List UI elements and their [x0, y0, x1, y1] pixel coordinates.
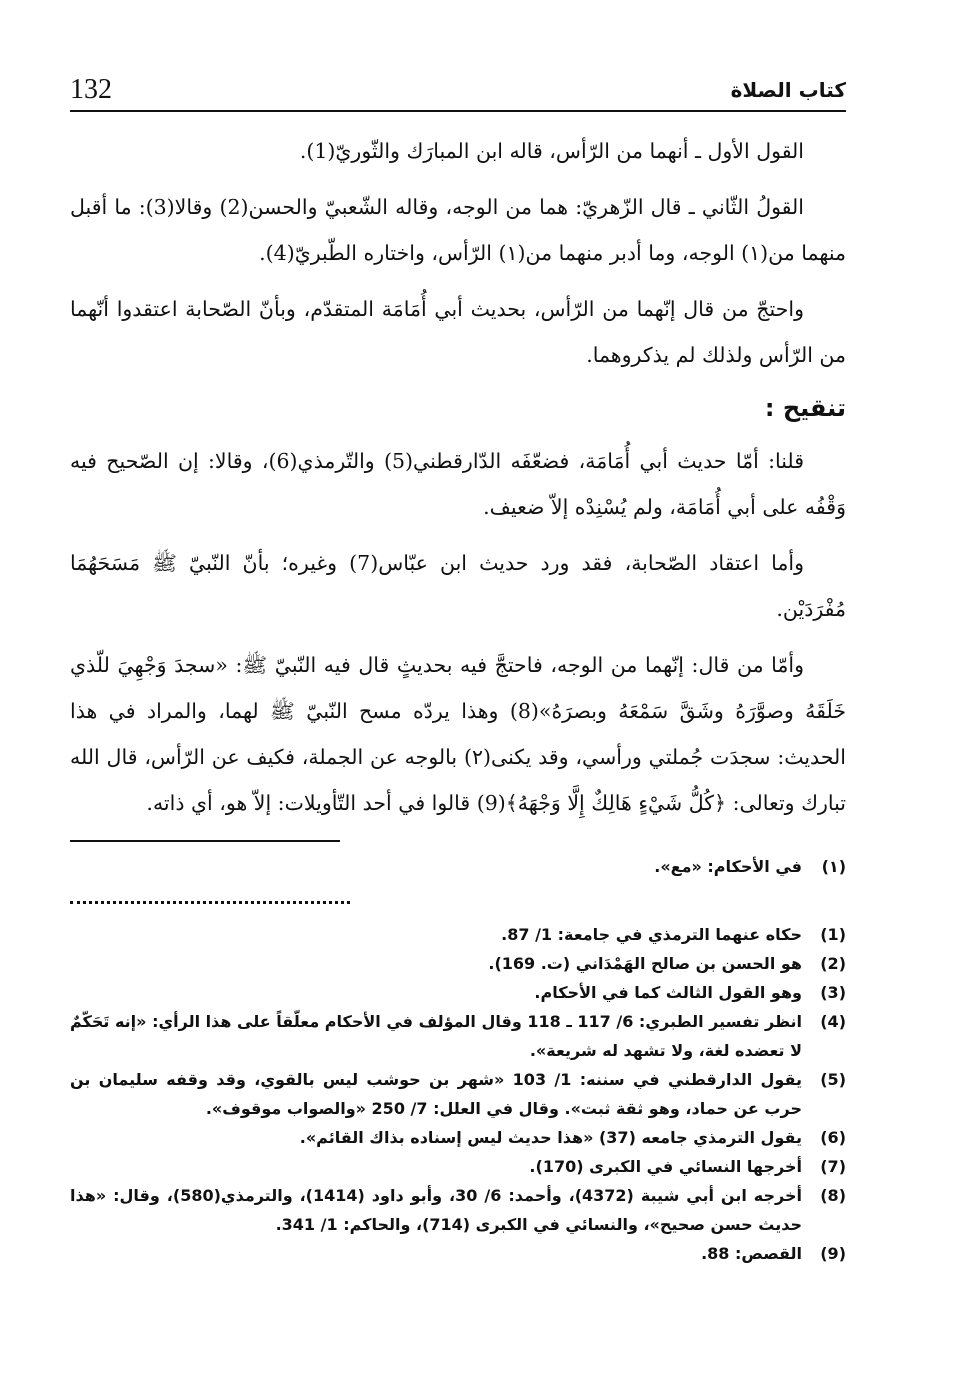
paragraph-response: قلنا: أمّا حديث أبي أُمَامَة، فضعّفَه الدّارقطني(5) والتّرمذي(6)، وقالا: إن الصّحيح فيه وَقْفُه على أبي أُمَامَة، ولم يُسْنِدْه إلاّ ضعيف. — [70, 449, 846, 519]
paragraph-companions: وأما اعتقاد الصّحابة، فقد ورد حديث ابن عبّاس(7) وغيره؛ بأنّ النّبيّ ﷺ مَسَحَهُمَا مُفْرَدَيْن. — [70, 551, 846, 621]
book-page — [70, 70, 846, 1268]
page-number: 132 — [70, 74, 112, 105]
footnote-item — [70, 1007, 846, 1065]
main-text — [70, 128, 846, 826]
footnote-text: في الأحكام: «مع». — [654, 857, 802, 876]
footnote-text: انظر تفسير الطبري: 6/ 117 ـ 118 وقال المؤلف في الأحكام معلّقاً على هذا الرأي: «إنه تَحَكّمٌ لا تعضده لغة، ولا تشهد له شريعة». — [70, 1012, 803, 1060]
author-notes — [70, 920, 846, 1268]
footnote-text: يقول الدارقطني في سننه: 1/ 103 «شهر بن حوشب ليس بالقوي، وقد وقفه سليمان بن حرب عن حماد، وهو ثقة ثبت». وقال في العلل: 7/ 250 «والصواب موقوف». — [70, 1070, 802, 1118]
dotted-separator — [70, 901, 350, 904]
footnote-text: أخرجه ابن أبي شيبة (4372)، وأحمد: 6/ 30، وأبو داود (1414)، والترمذي(580)، وقال: «هذا حديث حسن صحيح»، والنسائي في الكبرى (714)، والحاكم: 1/ 341. — [70, 1186, 802, 1234]
footnote-text: حكاه عنهما الترمذي في جامعة: 1/ 87. — [501, 925, 802, 944]
footnote-text: أخرجها النسائي في الكبرى (170). — [529, 1157, 802, 1176]
footnote-number: (9) — [820, 1244, 846, 1263]
footnote-number: (8) — [820, 1186, 846, 1205]
page-header — [70, 70, 846, 112]
footnote-item — [70, 949, 846, 978]
footnote-item — [70, 1065, 846, 1123]
footnote-number: (5) — [820, 1070, 846, 1089]
footnote-item — [70, 1181, 846, 1239]
footnote-number: (1) — [820, 925, 846, 944]
footnote-number: (3) — [820, 983, 846, 1002]
editor-notes — [70, 852, 846, 881]
paragraph-second-opinion: القولُ الثّاني ـ قال الزّهريّ: هما من الوجه، وقاله الشّعبيّ والحسن(2) وقالا(3): ما أقبل منهما من(١) الوجه، وما أدبر منهما من(١) الرّأس، واختاره الطّبريّ(4). — [70, 195, 846, 265]
footnote-text: وهو القول الثالث كما في الأحكام. — [534, 983, 802, 1002]
footnote-item — [70, 978, 846, 1007]
footnote-item — [70, 1239, 846, 1268]
footnote-item — [70, 920, 846, 949]
footnote-text: القصص: 88. — [701, 1244, 802, 1263]
section-heading: تنقيح : — [764, 394, 846, 422]
footnote-separator — [70, 840, 340, 842]
footnote-number: (١) — [821, 857, 846, 876]
footnote-item — [70, 1152, 846, 1181]
footnote-number: (4) — [820, 1012, 846, 1031]
footnote-text: يقول الترمذي جامعه (37) «هذا حديث ليس إسناده بذاك القائم». — [299, 1128, 802, 1147]
paragraph-face-opinion: وأمّا من قال: إنّهما من الوجه، فاحتجَّ فيه بحديثٍ قال فيه النّبيّ ﷺ: «سجدَ وَجْهِيَ للّذي خَلَقَهُ وصوَّرَهُ وشَقَّ سَمْعَهُ وبصرَهُ»(8) وهذا يردّه مسح النّبيّ ﷺ لهما، والمراد في هذا الحديث: سجدَت جُملتي ورأسي، وقد يكنى(٢) بالوجه عن الجملة، فكيف عن الرّأس، قال الله تبارك وتعالى: ﴿كُلُّ شَيْءٍ هَالِكٌ إِلَّا وَجْهَهُ﴾(9) قالوا في أحد التّأويلات: إلاّ هو، أي ذاته. — [70, 653, 846, 815]
footnote-item — [70, 1123, 846, 1152]
footnote-item — [70, 852, 846, 881]
footnote-number: (6) — [820, 1128, 846, 1147]
paragraph-first-opinion: القول الأول ـ أنهما من الرّأس، قاله ابن المبارَك والثّوريّ(1). — [299, 139, 804, 163]
paragraph-argument: واحتجّ من قال إنّهما من الرّأس، بحديث أبي أُمَامَة المتقدّم، وبأنّ الصّحابة اعتقدوا أنّهما من الرّأس ولذلك لم يذكروهما. — [70, 297, 846, 367]
running-title: كتاب الصلاة — [730, 78, 846, 102]
footnote-number: (7) — [820, 1157, 846, 1176]
footnote-text: هو الحسن بن صالح الهَمْدَاني (ت. 169). — [488, 954, 802, 973]
footnote-number: (2) — [820, 954, 846, 973]
